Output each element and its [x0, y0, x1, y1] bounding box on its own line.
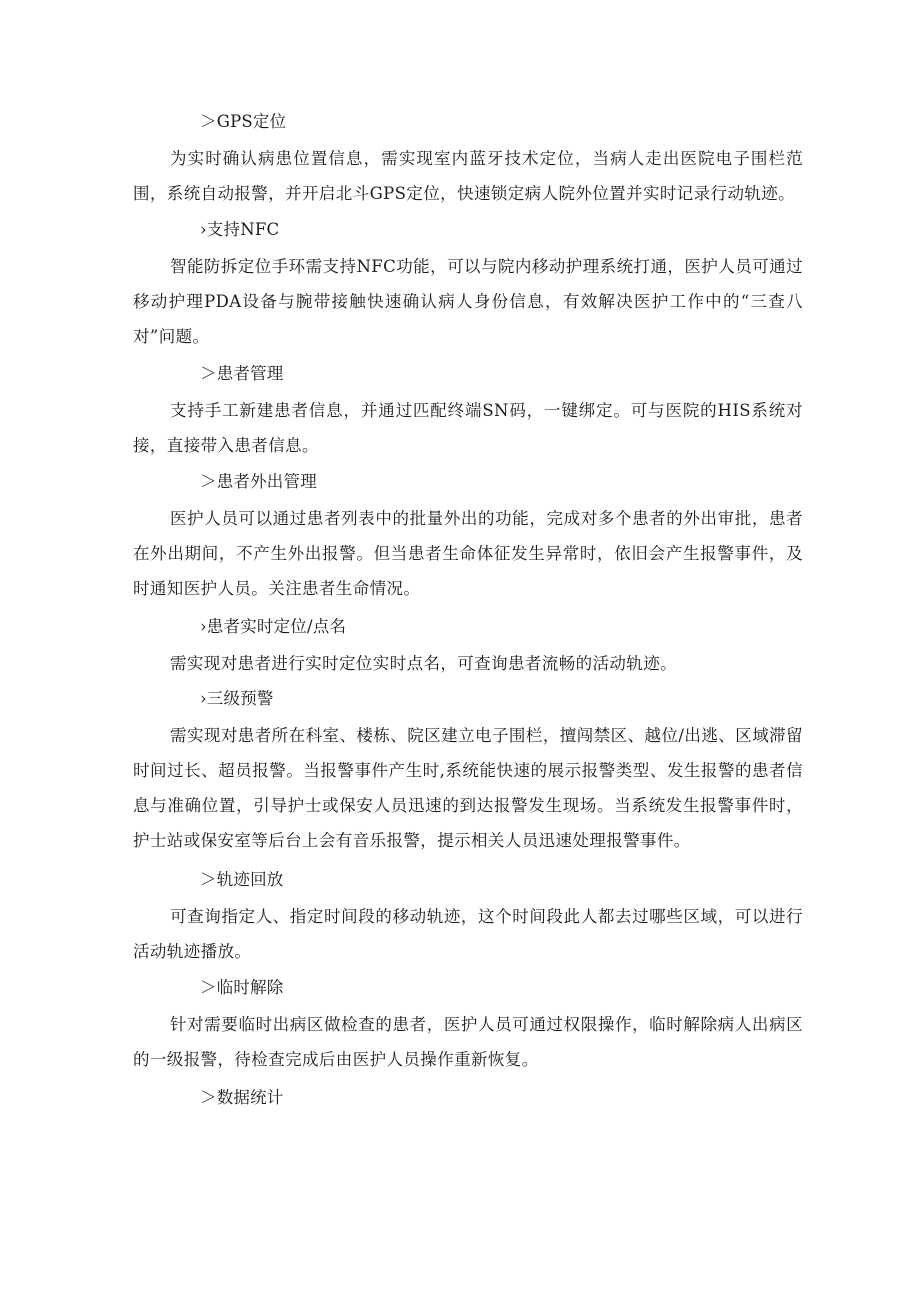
section-body-nfc: 智能防拆定位手环需支持NFC功能，可以与院内移动护理系统打通，医护人员可通过移动护理PDA设备与腕带接触快速确认病人身份信息，有效解决医护工作中的“三查八对”问题。 — [133, 257, 803, 346]
section-body-gps: 为实时确认病患位置信息，需实现室内蓝牙技术定位，当病人走出医院电子围栏范围，系统自动报警，并开启北斗GPS定位，快速锁定病人院外位置并实时记录行动轨迹。 — [133, 149, 803, 203]
section-body-patient-management: 支持手工新建患者信息，并通过匹配终端SN码，一键绑定。可与医院的HIS系统对接，直接带入患者信息。 — [133, 401, 803, 455]
section-body-track-playback: 可查询指定人、指定时间段的移动轨迹，这个时间段此人都去过哪些区域，可以进行活动轨迹播放。 — [133, 907, 803, 961]
section-heading-nfc: ›支持NFC — [200, 220, 280, 239]
section-body-temporary-release: 针对需要临时出病区做检查的患者，医护人员可通过权限操作，临时解除病人出病区的一级报警，待检查完成后由医护人员操作重新恢复。 — [133, 1015, 803, 1069]
section-body-outing-management: 医护人员可以通过患者列表中的批量外出的功能，完成对多个患者的外出审批，患者在外出期间，不产生外出报警。但当患者生命体征发生异常时，依旧会产生报警事件，及时通知医护人员。关注患者生命情况。 — [133, 509, 803, 598]
section-heading-realtime-location: ›患者实时定位/点名 — [200, 617, 347, 636]
section-heading-outing-management: ＞患者外出管理 — [200, 472, 317, 491]
section-heading-temporary-release: ＞临时解除 — [200, 978, 284, 997]
section-body-realtime-location: 需实现对患者进行实时定位实时点名，可查询患者流畅的活动轨迹。 — [170, 654, 677, 673]
section-heading-gps: ＞GPS定位 — [200, 112, 287, 131]
section-heading-statistics: ＞数据统计 — [200, 1088, 284, 1107]
section-heading-patient-management: ＞患者管理 — [200, 364, 284, 383]
section-heading-three-level-alert: ›三级预警 — [200, 689, 274, 708]
section-body-three-level-alert: 需实现对患者所在科室、楼栋、院区建立电子围栏，擅闯禁区、越位/出逃、区域滞留时间过长、超员报警。当报警事件产生时,系统能快速的展示报警类型、发生报警的患者信息与准确位置，引导护士或保安人员迅速的到达报警发生现场。当系统发生报警事件时，护士站或保安室等后台上会有音乐报警，提示相关人员迅速处理报警事件。 — [133, 726, 803, 850]
section-heading-track-playback: ＞轨迹回放 — [200, 870, 284, 889]
